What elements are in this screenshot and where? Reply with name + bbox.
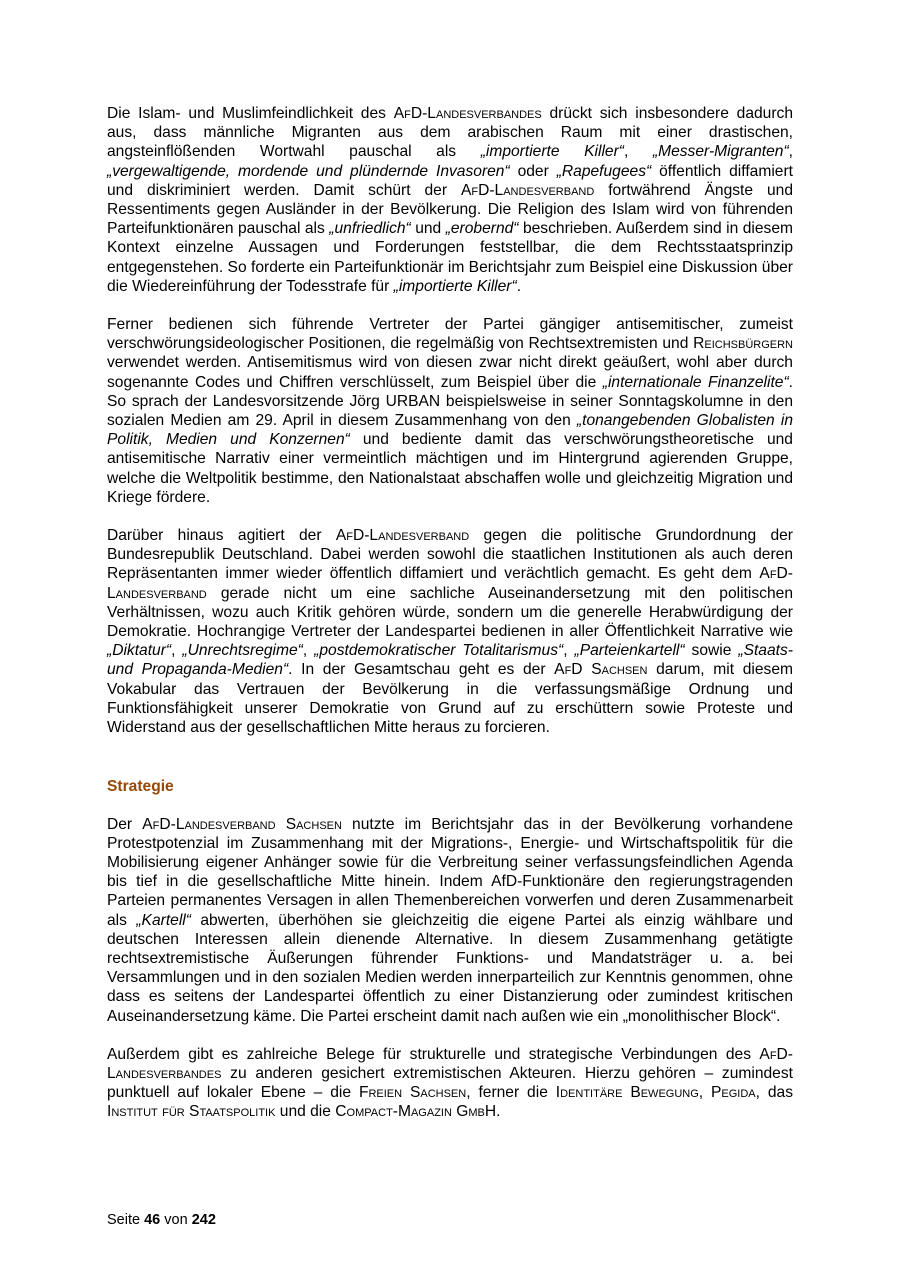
paragraph — [107, 815, 793, 1026]
small-caps-name: AfD-Landesverband — [335, 527, 470, 545]
text-segment: sowie — [684, 642, 739, 660]
paragraph — [107, 526, 793, 737]
text-segment: . — [516, 277, 522, 295]
section-heading: Strategie — [107, 778, 174, 796]
text-segment: , — [623, 143, 653, 161]
text-segment: , das — [755, 1084, 794, 1102]
text-segment: Außerdem gibt es zahlreiche Belege für strukturelle und strategische Verbindungen des — [107, 1045, 760, 1063]
text-segment: fortwährend Ängste und Ressentiments gegen Ausländer in der Bevölkerung. Die Religion des Islam wird von führenden Parteifunktionären pauschal als — [107, 181, 793, 238]
small-caps-name: AfD Sachsen — [554, 661, 648, 679]
small-caps-name: Identitäre Bewegung — [555, 1084, 699, 1102]
italic-quote: „unfriedlich“ — [329, 220, 411, 238]
small-caps-name: Reichsbürgern — [693, 335, 793, 353]
text-segment: , — [788, 143, 794, 161]
text-segment: darum, mit diesem Vokabular das Vertrauen der Bevölkerung in die verfassungsmäßige Ordnung und Funktionsfähigkeit unserer Demokratie von Grund auf zu erschüttern sowie Proteste und Widerstand aus der gesellschaftlichen Mitte heraus zu forcieren. — [107, 661, 793, 737]
italic-quote: „Staats- und Propaganda-Medien“ — [107, 642, 793, 679]
small-caps-name: Pegida — [711, 1084, 756, 1102]
text-segment: und die — [275, 1103, 336, 1121]
text-segment: Ferner bedienen sich führende Vertreter der Partei gängiger antisemitischer, zumeist verschwörungsideologischer Positionen, die regelmäßig von Rechtsextremisten und — [107, 316, 793, 353]
italic-quote: „Kartell“ — [136, 911, 191, 929]
footer-total-pages: 242 — [191, 1212, 216, 1228]
italic-quote: „Messer-Migranten“ — [652, 143, 789, 161]
small-caps-name: AfD-Landesverband Sachsen — [142, 815, 342, 833]
paragraphs-top — [107, 104, 793, 737]
text-segment: , — [171, 642, 183, 660]
text-segment: und — [410, 220, 446, 238]
text-segment: . In der Gesamtschau geht es der — [288, 661, 555, 679]
text-segment: gerade nicht um eine sachliche Auseinandersetzung mit den politischen Verhältnissen, wozu auch Kritik gehören würde, sondern um die generelle Herabwürdigung der Demokratie. Hochrangige Vertreter der Landespartei bedienen in aller Öffentlichkeit Narrative wie — [107, 584, 793, 641]
text-segment: . So sprach der Landesvorsitzende Jörg URBAN beispielsweise in seiner Sonntagskolumne in den sozialen Medien am 29. April in diesem Zusammenhang von den — [107, 373, 793, 430]
small-caps-name: Institut für Staatspolitik — [107, 1103, 276, 1121]
footer-middle: von — [164, 1212, 188, 1228]
text-segment: , ferner die — [466, 1084, 556, 1102]
italic-quote: „Diktatur“ — [107, 642, 172, 660]
small-caps-name: AfD-Landesverbandes — [393, 105, 542, 122]
italic-quote: „Unrechtsregime“ — [182, 642, 303, 660]
italic-quote: „importierte Killer“ — [393, 277, 517, 295]
text-segment: drückt sich insbesondere dadurch aus, dass männliche Migranten aus dem arabischen Raum mit einer drastischen, angsteinflößenden Wortwahl pauschal als — [107, 105, 793, 161]
footer-prefix: Seite — [107, 1212, 141, 1228]
italic-quote: „erobernd“ — [445, 220, 519, 238]
text-segment: gegen die politische Grundordnung der Bundesrepublik Deutschland. Dabei werden sowohl die staatlichen Institutionen als auch deren Repräsentanten immer wieder öffentlich diffamiert und verächtlich gemacht. Es geht dem — [107, 527, 793, 583]
text-segment: beschrieben. Außerdem sind in diesem Kontext einzelne Aussagen und Forderungen feststellbar, die dem Rechtsstaatsprinzip entgegenstehen. So forderte ein Parteifunktionär im Berichtsjahr zum Beispiel eine Diskussion über die Wiedereinführung der Todesstrafe für — [107, 220, 794, 295]
small-caps-name: AfD-Landesverbandes — [107, 1045, 793, 1082]
text-segment: Der — [107, 815, 143, 833]
text-segment: , — [563, 642, 575, 660]
small-caps-name: Compact-Magazin GmbH — [335, 1103, 497, 1121]
paragraph — [107, 315, 793, 507]
italic-quote: „tonangebenden Globalisten in Politik, Medien und Konzernen“ — [107, 412, 793, 449]
text-segment: zu anderen gesichert extremistischen Akteuren. Hierzu gehören – zumindest punktuell auf lokaler Ebene – die — [107, 1064, 793, 1102]
small-caps-name: AfD-Landesverband — [107, 565, 793, 602]
page-body — [107, 104, 793, 1122]
text-segment: , — [698, 1084, 712, 1102]
text-segment: verwendet werden. Antisemitismus wird von diesen zwar nicht direkt geäußert, wohl aber durch sogenannte Codes und Chiffren verschlüsselt, zum Beispiel über die — [107, 354, 793, 391]
text-segment: , — [302, 642, 315, 660]
text-segment: abwerten, überhöhen sie gleichzeitig die eigene Partei als einzig wählbare und deutschen Interessen allein dienende Alternative. In diesem Zusammenhang getätigte rechtsextremistische Äußerungen führender Funktions- und Mandatsträger u. a. bei Versammlungen und in den sozialen Medien werden innerparteilich zur Kenntnis genommen, ohne dass es seitens der Landespartei öffentlich zu einer Distanzierung oder zumindest kritischen Auseinandersetzung käme. Die Partei erscheint damit nach außen wie ein „monolithischer Block“. — [107, 911, 793, 1025]
small-caps-name: Freien Sachsen — [358, 1084, 467, 1102]
italic-quote: „Parteienkartell“ — [574, 642, 685, 660]
paragraphs-bottom — [107, 815, 793, 1122]
text-segment: und bediente damit das verschwörungstheoretische und antisemitische Narrativ einer vermeintlich mächtigen und im Hintergrund agierenden Gruppe, welche die Weltpolitik bestimme, den Nationalstaat abschaffen wolle und gleichzeitig Migration und Kriege fördere. — [107, 431, 793, 506]
italic-quote: „internationale Finanzelite“ — [602, 373, 789, 391]
text-segment: Die Islam- und Muslimfeindlichkeit des — [107, 105, 394, 122]
text-segment: Darüber hinaus agitiert der — [107, 527, 336, 545]
paragraph — [107, 1045, 793, 1122]
italic-quote: „importierte Killer“ — [480, 143, 624, 161]
paragraph — [107, 104, 793, 296]
text-segment: . — [496, 1103, 501, 1121]
small-caps-name: AfD-Landesverband — [460, 181, 595, 199]
page-footer — [107, 1212, 216, 1228]
italic-quote: „vergewaltigende, mordende und plündernde Invasoren“ — [107, 162, 510, 180]
text-segment: nutzte im Berichtsjahr das in der Bevölkerung vorhandene Protestpotenzial im Zusammenhang mit der Migrations-, Energie- und Wirtschaftspolitik für die Mobilisierung eigener Anhänger sowie für die Verbreitung seiner verfassungsfeindlichen Agenda bis tief in die gesellschaftliche Mitte hinein. Indem AfD-Funktionäre den regierungstragenden Parteien permanentes Versagen in allen Themenbereichen vorwerfen und deren Zusammenarbeit als — [107, 815, 793, 929]
italic-quote: „postdemokratischer Totalitarismus“ — [314, 642, 564, 660]
text-segment: öffentlich diffamiert und diskriminiert werden. Damit schürt der — [107, 162, 793, 199]
footer-page-number: 46 — [144, 1212, 161, 1228]
text-segment: oder — [509, 162, 557, 180]
italic-quote: „Rapefugees“ — [556, 162, 652, 180]
